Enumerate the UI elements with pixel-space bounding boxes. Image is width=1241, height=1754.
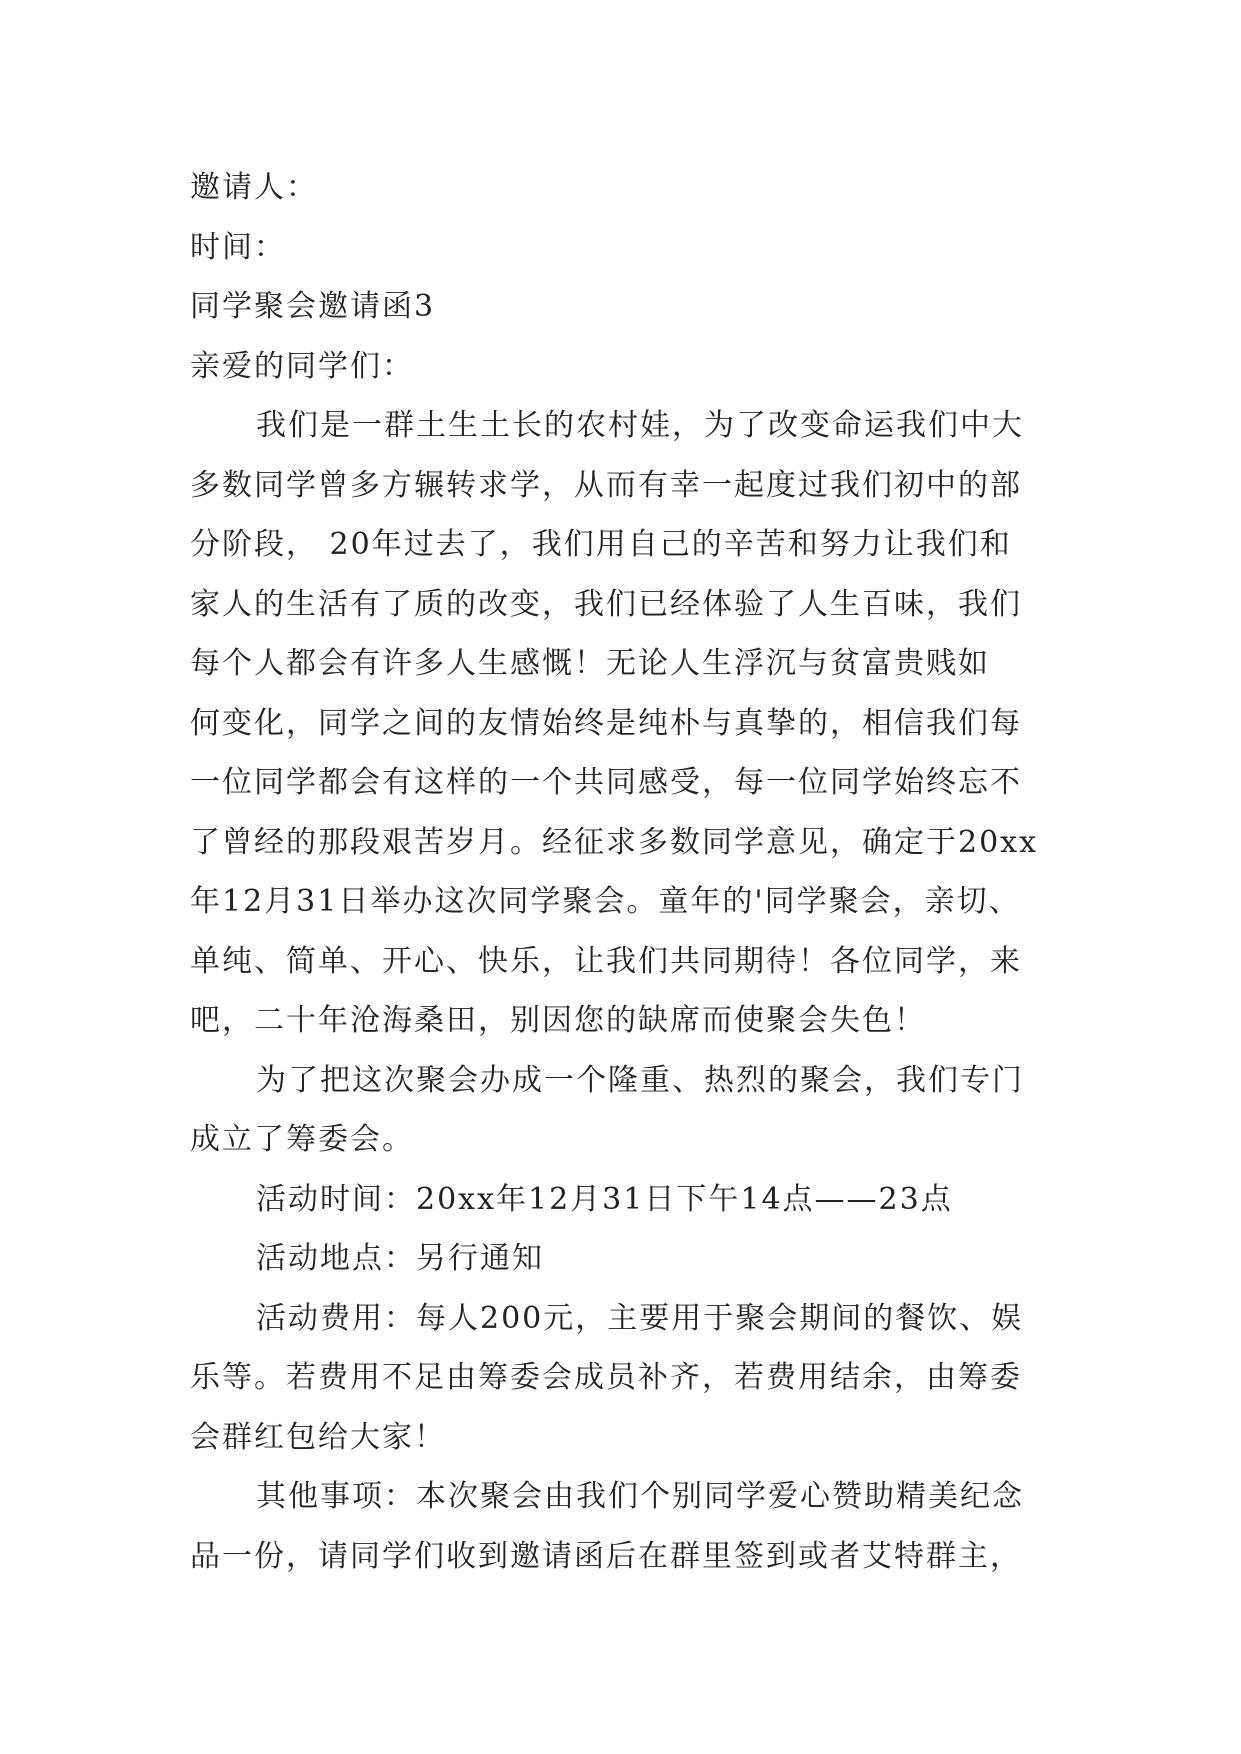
paragraph-line: 为了把这次聚会办成一个隆重、热烈的聚会，我们专门 <box>256 1062 1024 1098</box>
paragraph-line: 了曾经的那段艰苦岁月。经征求多数同学意见，确定于20xx <box>190 824 1039 860</box>
document-title: 同学聚会邀请函3 <box>190 289 436 324</box>
paragraph-line: 每个人都会有许多人生感慨！无论人生浮沉与贫富贵贱如 <box>190 646 990 681</box>
paragraph-line: 家人的生活有了质的改变，我们已经体验了人生百味，我们 <box>190 586 1022 622</box>
paragraph-line: 会群红包给大家！ <box>190 1419 446 1455</box>
paragraph-other-matters <box>190 1467 1056 1586</box>
activity-time: 活动时间：20xx年12月31日下午14点——23点 <box>256 1181 953 1217</box>
paragraph-intro <box>190 396 1056 1051</box>
paragraph-committee <box>190 1051 1056 1170</box>
paragraph-line: 品一份，请同学们收到邀请函后在群里签到或者艾特群主， <box>190 1538 1022 1574</box>
paragraph-line: 单纯、简单、开心、快乐，让我们共同期待！各位同学，来 <box>190 943 1022 979</box>
paragraph-line: 一位同学都会有这样的一个共同感受，每一位同学始终忘不 <box>190 765 1022 800</box>
inviter-label: 邀请人： <box>190 170 318 205</box>
paragraph-line: 分阶段， 20年过去了，我们用自己的辛苦和努力让我们和 <box>190 527 1012 562</box>
paragraph-line: 多数同学曾多方辗转求学，从而有幸一起度过我们初中的部 <box>190 467 1022 503</box>
paragraph-line: 活动费用：每人200元，主要用于聚会期间的餐饮、娱 <box>256 1300 1024 1336</box>
paragraph-line: 成立了筹委会。 <box>190 1122 414 1157</box>
salutation: 亲爱的同学们： <box>190 348 414 384</box>
paragraph-line: 吧，二十年沧海桑田，别因您的缺席而使聚会失色！ <box>190 1003 926 1038</box>
time-label: 时间： <box>190 229 286 265</box>
paragraph-line: 其他事项：本次聚会由我们个别同学爱心赞助精美纪念 <box>256 1479 1024 1514</box>
paragraph-line: 何变化，同学之间的友情始终是纯朴与真挚的，相信我们每 <box>190 705 1022 741</box>
activity-place: 活动地点：另行通知 <box>256 1241 544 1276</box>
paragraph-line: 年12月31日举办这次同学聚会。童年的'同学聚会，亲切、 <box>190 884 1021 919</box>
document-page <box>190 158 1056 1586</box>
paragraph-line: 我们是一群土生土长的农村娃，为了改变命运我们中大 <box>256 408 1024 443</box>
paragraph-line: 乐等。若费用不足由筹委会成员补齐，若费用结余，由筹委 <box>190 1360 1022 1395</box>
paragraph-activity-fee <box>190 1289 1056 1468</box>
